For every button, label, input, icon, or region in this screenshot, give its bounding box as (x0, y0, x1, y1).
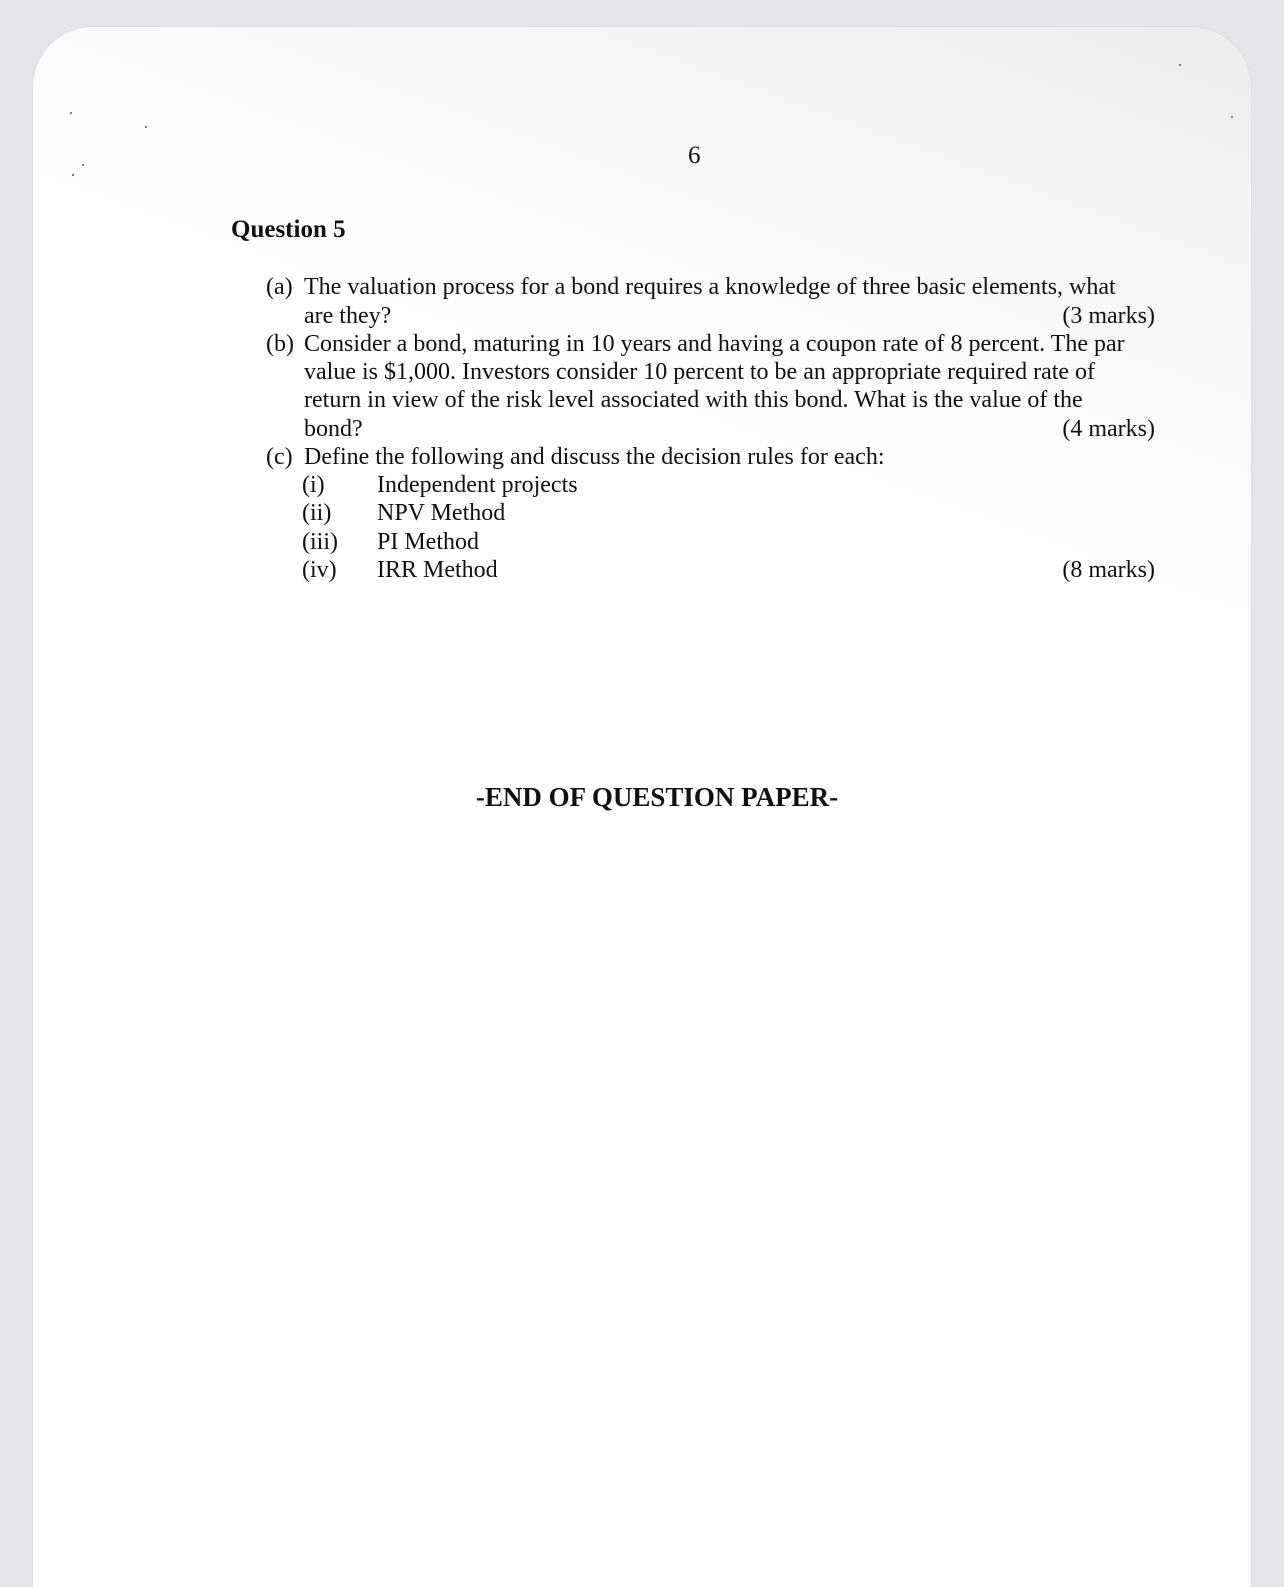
part-b-label: (b) (266, 331, 294, 357)
part-c-line: Define the following and discuss the decision rules for each: (304, 444, 885, 470)
scan-speck (82, 164, 84, 166)
end-of-paper-note: -END OF QUESTION PAPER- (475, 782, 839, 812)
subitem-number: (i) (302, 472, 325, 498)
part-c-marks: (8 marks) (1062, 557, 1155, 583)
scan-speck (70, 112, 72, 114)
part-b-line: value is $1,000. Investors consider 10 percent to be an appropriate required rate of (304, 359, 1096, 385)
part-b-line: Consider a bond, maturing in 10 years and having a coupon rate of 8 percent. The par (304, 331, 1125, 357)
part-a-line: The valuation process for a bond requires a knowledge of three basic elements, what (304, 274, 1116, 300)
scan-speck (72, 174, 74, 176)
subitem-text: PI Method (377, 529, 479, 555)
scan-speck (1179, 64, 1181, 66)
subitem-number: (iv) (302, 557, 337, 583)
part-a-line: are they? (304, 303, 392, 329)
subitem-number: (ii) (302, 500, 332, 526)
subitem-text: Independent projects (377, 472, 578, 498)
scan-speck (145, 126, 147, 128)
scan-speck (1231, 116, 1233, 118)
page-number: 6 (688, 142, 701, 169)
subitem-number: (iii) (302, 529, 338, 555)
part-c-label: (c) (266, 444, 293, 470)
part-a-marks: (3 marks) (1062, 303, 1155, 329)
part-b-line: return in view of the risk level associated with this bond. What is the value of the (304, 387, 1083, 413)
part-a-label: (a) (266, 274, 293, 300)
subitem-text: IRR Method (377, 557, 498, 583)
part-b-marks: (4 marks) (1062, 416, 1155, 442)
question-title: Question 5 (231, 216, 346, 243)
subitem-text: NPV Method (377, 500, 506, 526)
part-b-line: bond? (304, 416, 363, 442)
